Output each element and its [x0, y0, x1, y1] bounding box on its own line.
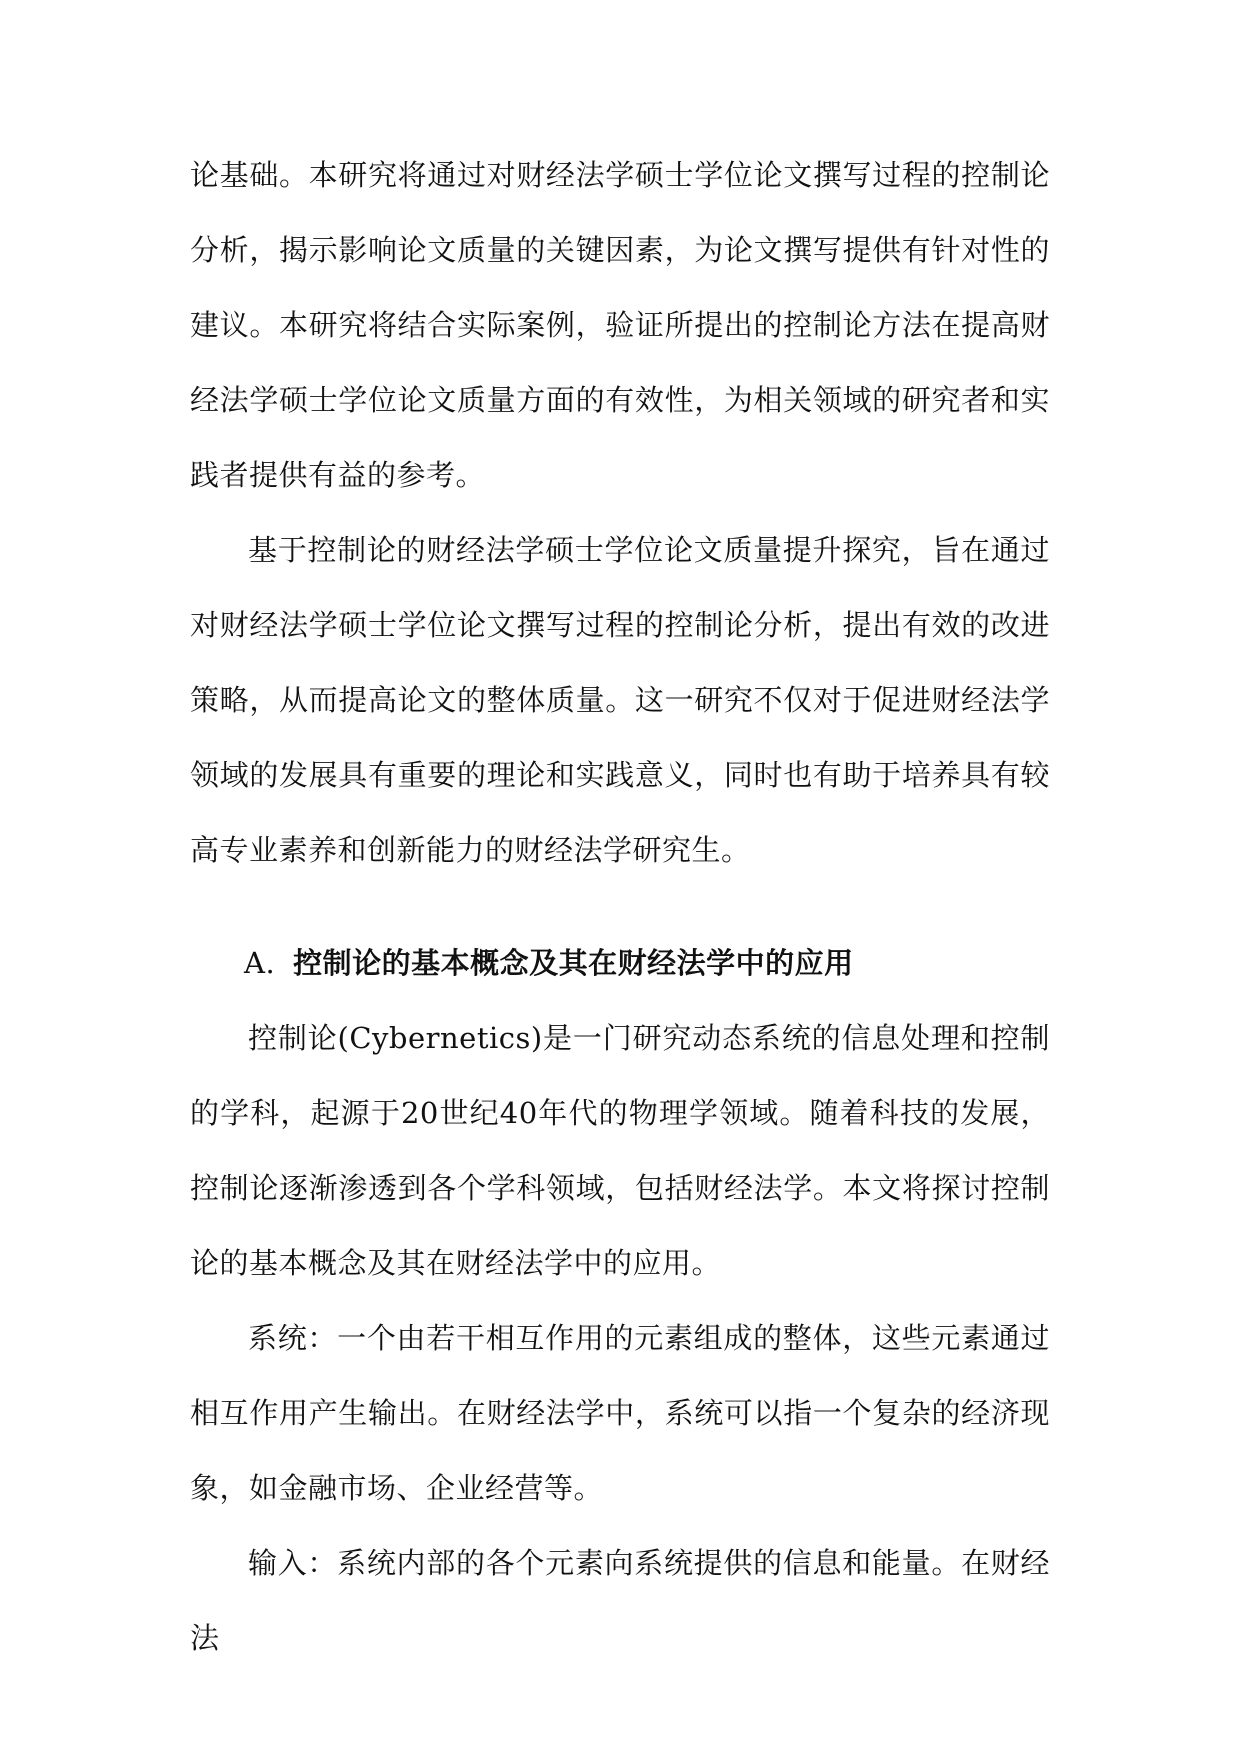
document-body: [190, 138, 1050, 1676]
section-gap: [190, 888, 1050, 926]
section-number: A.: [244, 946, 276, 980]
paragraph-research-purpose: 基于控制论的财经法学硕士学位论文质量提升探究，旨在通过对财经法学硕士学位论文撰写过程的控制论分析，提出有效的改进策略，从而提高论文的整体质量。这一研究不仅对于促进财经法学领域的发展具有重要的理论和实践意义，同时也有助于培养具有较高专业素养和创新能力的财经法学研究生。: [190, 533, 1050, 867]
section-title: 控制论的基本概念及其在财经法学中的应用: [293, 946, 854, 980]
paragraph-cybernetics-intro: 控制论(Cybernetics)是一门研究动态系统的信息处理和控制的学科，起源于20世纪40年代的物理学领域。随着科技的发展，控制论逐渐渗透到各个学科领域，包括财经法学。本文将探讨控制论的基本概念及其在财经法学中的应用。: [190, 1021, 1050, 1280]
paragraph-continuation: 论基础。本研究将通过对财经法学硕士学位论文撰写过程的控制论分析，揭示影响论文质量的关键因素，为论文撰写提供有针对性的建议。本研究将结合实际案例，验证所提出的控制论方法在提高财经法学硕士学位论文质量方面的有效性，为相关领域的研究者和实践者提供有益的参考。: [190, 158, 1050, 492]
paragraph-input-definition: 输入：系统内部的各个元素向系统提供的信息和能量。在财经法: [190, 1546, 1050, 1655]
section-heading: [190, 926, 1050, 1001]
paragraph-system-definition: 系统：一个由若干相互作用的元素组成的整体，这些元素通过相互作用产生输出。在财经法学中，系统可以指一个复杂的经济现象，如金融市场、企业经营等。: [190, 1321, 1050, 1505]
